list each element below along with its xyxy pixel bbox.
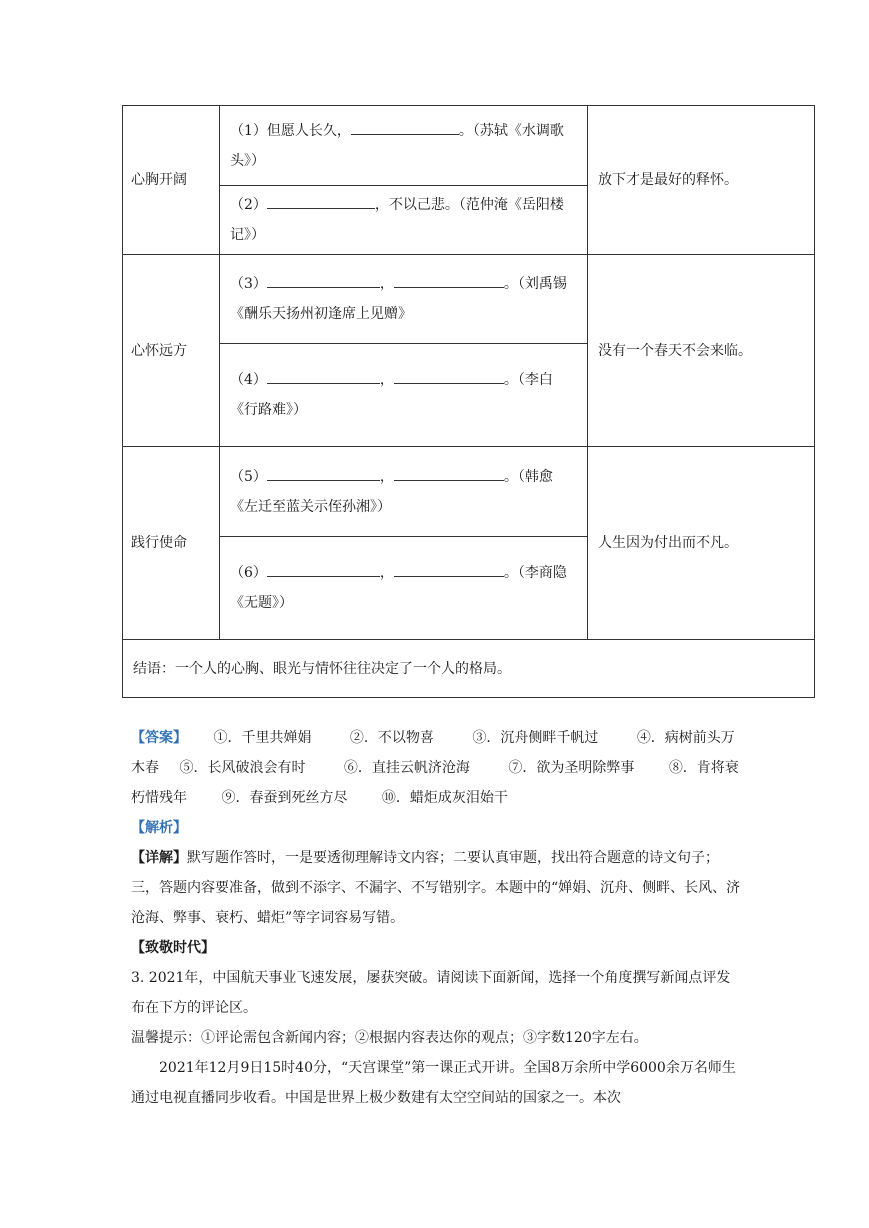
theme-cell: 心胸开阔 — [123, 106, 220, 255]
question-text: 3. 2021年，中国航天事业飞速发展，屡获突破。请阅读下面新闻，选择一个角度撰写新闻点评发布在下方的评论区。 — [131, 970, 731, 1016]
answer-item: ⑤．长风破浪会有时 — [179, 760, 306, 776]
answer-item: ①．千里共婵娟 — [213, 730, 312, 746]
answer-item: ⑧．肯将衰朽惜残年 — [131, 760, 739, 806]
answer-blank[interactable] — [394, 558, 504, 577]
task-cell: （4） ， 。（李白《行路难》） — [220, 344, 588, 447]
tip-text: 温馨提示：①评论需包含新闻内容；②根据内容表达你的观点；③字数120字左右。 — [131, 1030, 648, 1046]
conclusion-cell: 结语：一个人的心胸、眼光与情怀往往决定了一个人的格局。 — [123, 640, 815, 698]
detail-text: 默写题作答时，一是要透彻理解诗文内容；二要认真审题，找出符合题意的诗文句子；三，答题内容要准备，做到不添字、不漏字、不写错别字。本题中的“婵娟、沉舟、侧畔、长风、济沧海、弊事、衰朽、蜡炬”等字词容易写错。 — [131, 850, 741, 926]
task-cell: （5） ， 。（韩愈《左迁至蓝关示侄孙湘》） — [220, 447, 588, 537]
answer-blank[interactable] — [394, 269, 504, 288]
answer-blank[interactable] — [394, 365, 504, 384]
answer-item: ③．沉舟侧畔千帆过 — [472, 730, 599, 746]
quote-cell: 没有一个春天不会来临。 — [588, 255, 815, 447]
task-cell: （1）但愿人长久， 。（苏轼《水调歌头》） — [220, 106, 588, 186]
detail-label: 【详解】 — [131, 850, 187, 866]
answer-blank[interactable] — [267, 462, 380, 481]
answer-item: ②．不以物喜 — [349, 730, 434, 746]
task-cell: （6） ， 。（李商隐《无题》） — [220, 537, 588, 640]
answer-blank[interactable] — [267, 269, 380, 288]
answer-section — [131, 723, 741, 1113]
answer-blank[interactable] — [351, 116, 459, 135]
theme-cell: 心怀远方 — [123, 255, 220, 447]
answer-blank[interactable] — [267, 365, 380, 384]
answer-blank[interactable] — [267, 558, 380, 577]
section-heading: 【致敬时代】 — [131, 940, 215, 956]
analysis-detail — [131, 843, 741, 933]
quote-cell: 人生因为付出而不凡。 — [588, 447, 815, 640]
answer-blank[interactable] — [267, 190, 375, 209]
analysis-label: 【解析】 — [131, 820, 187, 836]
quote-cell: 放下才是最好的释怀。 — [588, 106, 815, 255]
dictation-table — [122, 105, 815, 698]
answer-blank[interactable] — [394, 462, 504, 481]
answer-item: ⑩．蜡炬成灰泪始干 — [381, 790, 508, 806]
answer-item: ⑨．春蚕到死丝方尽 — [221, 790, 348, 806]
answer-item: ⑦．欲为圣明除弊事 — [508, 760, 635, 776]
answer-item: ⑥．直挂云帆济沧海 — [343, 760, 470, 776]
answer-label: 【答案】 — [131, 730, 187, 746]
theme-cell: 践行使命 — [123, 447, 220, 640]
task-cell: （3） ， 。（刘禹锡《酬乐天扬州初逢席上见赠》 — [220, 255, 588, 344]
news-text: 2021年12月9日15时40分，“天宫课堂”第一课正式开讲。全国8万余所中学6000余万名师生通过电视直播同步收看。中国是世界上极少数建有太空空间站的国家之一。本次 — [131, 1060, 736, 1106]
task-cell: （2） ，不以己悲。（范仲淹《岳阳楼记》） — [220, 186, 588, 255]
answer-item: ④．病树前头万木春 — [131, 730, 735, 776]
